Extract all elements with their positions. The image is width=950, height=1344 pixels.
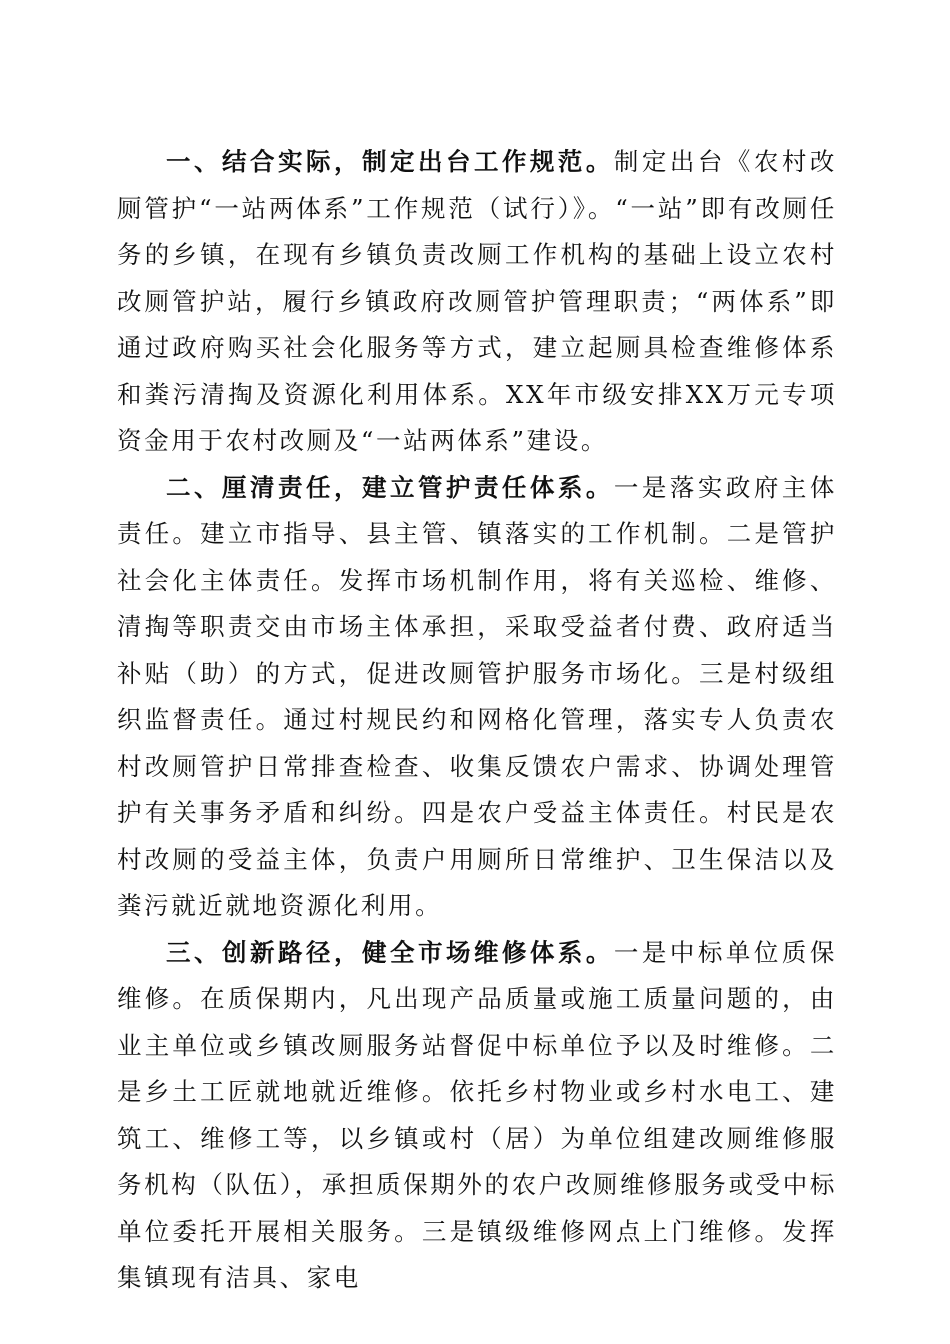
document-body: [117, 139, 837, 1302]
paragraph-3-text: 一是中标单位质保维修。在质保期内，凡出现产品质量或施工质量问题的，由业主单位或乡镇改厕服务站督促中标单位予以及时维修。二是乡土工匠就地就近维修。依托乡村物业或乡村水电工、建筑工、维修工等，以乡镇或村（居）为单位组建改厕维修服务机构（队伍），承担质保期外的农户改厕维修服务或受中标单位委托开展相关服务。三是镇级维修网点上门维修。发挥集镇现有洁具、家电: [117, 937, 837, 1292]
paragraph-1-text: 制定出台《农村改厕管护“一站两体系”工作规范（试行）》。“一站”即有改厕任务的乡镇，在现有乡镇负责改厕工作机构的基础上设立农村改厕管护站，履行乡镇政府改厕管护管理职责；“两体系”即通过政府购买社会化服务等方式，建立起厕具检查维修体系和粪污清掏及资源化利用体系。XX年市级安排XX万元专项资金用于农村改厕及“一站两体系”建设。: [117, 147, 837, 455]
paragraph-3: [117, 930, 837, 1302]
paragraph-2-heading: 二、厘清责任，建立管护责任体系。: [166, 472, 614, 502]
paragraph-2-text: 一是落实政府主体责任。建立市指导、县主管、镇落实的工作机制。二是管护社会化主体责任。发挥市场机制作用，将有关巡检、维修、清掏等职责交由市场主体承担，采取受益者付费、政府适当补贴（助）的方式，促进改厕管护服务市场化。三是村级组织监督责任。通过村规民约和网格化管理，落实专人负责农村改厕管护日常排查检查、收集反馈农户需求、协调处理管护有关事务矛盾和纠纷。四是农户受益主体责任。村民是农村改厕的受益主体，负责户用厕所日常维护、卫生保洁以及粪污就近就地资源化利用。: [117, 472, 837, 920]
paragraph-2: [117, 465, 837, 930]
paragraph-1: [117, 139, 837, 465]
paragraph-3-heading: 三、创新路径，健全市场维修体系。: [166, 937, 614, 967]
paragraph-1-heading: 一、结合实际，制定出台工作规范。: [166, 147, 614, 176]
